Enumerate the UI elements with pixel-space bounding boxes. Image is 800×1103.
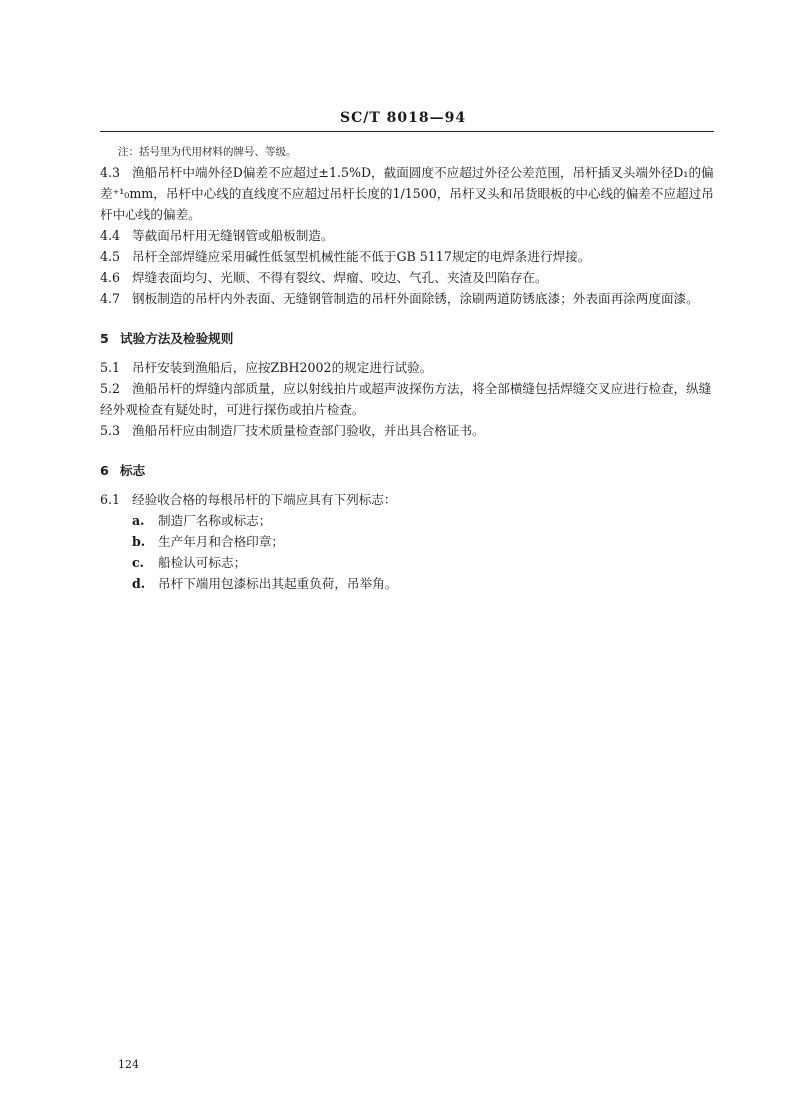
list-item-text: 吊杆下端用包漆标出其起重负荷，吊举角。 bbox=[158, 576, 398, 591]
clause-4-3 bbox=[100, 162, 716, 225]
page-number: 124 bbox=[118, 1058, 139, 1071]
list-item-text: 生产年月和合格印章； bbox=[158, 534, 284, 549]
clause-text: 渔船吊杆应由制造厂技术质量检查部门验收，并出具合格证书。 bbox=[132, 423, 485, 438]
clause-5-2 bbox=[100, 378, 716, 420]
clause-4-4 bbox=[100, 225, 716, 246]
list-item-text: 船检认可标志； bbox=[158, 555, 247, 570]
list-item-letter: d. bbox=[132, 576, 146, 591]
list-item-letter: c. bbox=[132, 555, 145, 570]
section-title: 标志 bbox=[120, 463, 146, 478]
section-6-heading bbox=[100, 460, 716, 481]
clause-number: 4.4 bbox=[100, 228, 121, 243]
header-rule bbox=[100, 131, 714, 132]
clause-number: 5.1 bbox=[100, 360, 121, 375]
clause-text: 经验收合格的每根吊杆的下端应具有下列标志： bbox=[132, 492, 397, 507]
list-item bbox=[132, 510, 716, 531]
clause-number: 6.1 bbox=[100, 492, 121, 507]
clause-text: 吊杆安装到渔船后，应按ZBH2002的规定进行试验。 bbox=[132, 360, 433, 375]
clause-text: 渔船吊杆中端外径D偏差不应超过±1.5%D，截面圆度不应超过外径公差范围，吊杆插叉头端外径D₁的偏差⁺¹₀mm，吊杆中心线的直线度不应超过吊杆长度的1/1500，吊杆叉头和吊货眼板的中心线的偏差不应超过吊杆中心线的偏差。 bbox=[100, 165, 714, 222]
list-item bbox=[132, 531, 716, 552]
list-item-letter: b. bbox=[132, 534, 146, 549]
clause-6-1 bbox=[100, 489, 716, 510]
clause-text: 焊缝表面均匀、光顺、不得有裂纹、焊瘤、咬边、气孔、夹渣及凹陷存在。 bbox=[132, 270, 548, 285]
clause-number: 4.6 bbox=[100, 270, 121, 285]
clause-4-6 bbox=[100, 267, 716, 288]
list-item-text: 制造厂名称或标志； bbox=[158, 513, 272, 528]
clause-text: 等截面吊杆用无缝钢管或船板制造。 bbox=[132, 228, 334, 243]
clause-number: 4.7 bbox=[100, 291, 121, 306]
clause-4-7 bbox=[100, 288, 716, 309]
list-item bbox=[132, 573, 716, 594]
clause-number: 4.3 bbox=[100, 165, 121, 180]
clause-number: 5.3 bbox=[100, 423, 121, 438]
clause-number: 5.2 bbox=[100, 381, 121, 396]
table-note: 注：括号里为代用材料的牌号、等级。 bbox=[118, 146, 297, 158]
section-number: 5 bbox=[100, 331, 109, 346]
clause-text: 吊杆全部焊缝应采用碱性低氢型机械性能不低于GB 5117规定的电焊条进行焊接。 bbox=[132, 249, 591, 264]
clause-5-3 bbox=[100, 420, 716, 441]
section-5-heading bbox=[100, 328, 716, 349]
clause-4-5 bbox=[100, 246, 716, 267]
clause-text: 渔船吊杆的焊缝内部质量，应以射线拍片或超声波探伤方法，将全部横缝包括焊缝交叉应进行检查，纵缝经外观检查有疑处时，可进行探伤或拍片检查。 bbox=[100, 381, 712, 417]
document-body bbox=[100, 143, 716, 594]
list-item bbox=[132, 552, 716, 573]
clause-number: 4.5 bbox=[100, 249, 121, 264]
section-number: 6 bbox=[100, 463, 109, 478]
list-item-letter: a. bbox=[132, 513, 145, 528]
standard-code: SC/T 8018—94 bbox=[340, 110, 467, 126]
clause-5-1 bbox=[100, 357, 716, 378]
clause-text: 钢板制造的吊杆内外表面、无缝钢管制造的吊杆外面除锈，涂刷两道防锈底漆；外表面再涂两度面漆。 bbox=[132, 291, 699, 306]
section-title: 试验方法及检验规则 bbox=[120, 331, 234, 346]
